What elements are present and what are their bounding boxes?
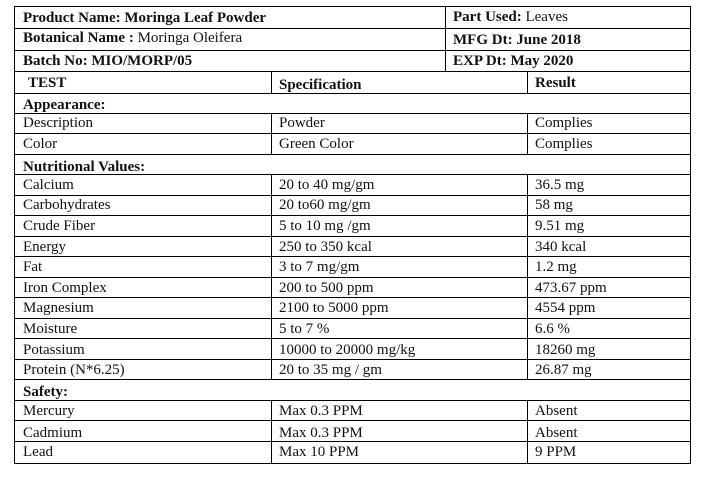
test-name: Carbohydrates bbox=[23, 197, 111, 213]
specification-value: 250 to 350 kcal bbox=[279, 239, 372, 255]
table-rule bbox=[14, 195, 691, 196]
certificate-of-analysis-table bbox=[14, 6, 691, 464]
column-header-specification: Specification bbox=[279, 77, 362, 93]
test-name: Cadmium bbox=[23, 425, 83, 441]
table-rule bbox=[445, 6, 446, 71]
result-value: 9.51 mg bbox=[535, 218, 585, 234]
part-used-value: Leaves bbox=[525, 9, 568, 25]
specification-value: 2100 to 5000 ppm bbox=[279, 300, 389, 316]
result-value: Complies bbox=[535, 115, 593, 131]
table-rule bbox=[527, 174, 528, 379]
table-rule bbox=[14, 379, 691, 380]
test-name: Energy bbox=[23, 239, 67, 255]
section-title-safety: Safety: bbox=[23, 384, 68, 400]
table-rule bbox=[14, 277, 691, 278]
specification-value: 20 to60 mg/gm bbox=[279, 197, 371, 213]
column-header-result: Result bbox=[535, 75, 576, 91]
botanical-name-value: Moringa Oleifera bbox=[137, 30, 243, 46]
botanical-name bbox=[23, 29, 242, 47]
result-value: 473.67 ppm bbox=[535, 280, 607, 296]
specification-value: 20 to 35 mg / gm bbox=[279, 362, 382, 378]
table-rule bbox=[271, 174, 272, 379]
result-value: 58 mg bbox=[535, 197, 573, 213]
table-rule bbox=[14, 236, 691, 237]
table-rule bbox=[14, 154, 691, 155]
table-rule bbox=[527, 113, 528, 154]
table-rule bbox=[14, 6, 691, 7]
column-header-test: TEST bbox=[28, 75, 67, 91]
table-rule bbox=[14, 338, 691, 339]
specification-value: Max 0.3 PPM bbox=[279, 403, 363, 419]
table-rule bbox=[14, 71, 691, 72]
table-rule bbox=[14, 93, 691, 94]
specification-value: 10000 to 20000 mg/kg bbox=[279, 342, 416, 358]
table-rule bbox=[690, 6, 691, 464]
specification-value: Green Color bbox=[279, 136, 354, 152]
test-name: Calcium bbox=[23, 177, 74, 193]
product-name: Product Name: Moringa Leaf Powder bbox=[23, 10, 267, 26]
result-value: 18260 mg bbox=[535, 342, 596, 358]
result-value: 26.87 mg bbox=[535, 362, 592, 378]
table-rule bbox=[14, 359, 691, 360]
table-rule bbox=[14, 215, 691, 216]
table-rule bbox=[14, 420, 691, 421]
exp-date: EXP Dt: May 2020 bbox=[453, 53, 574, 69]
table-rule bbox=[14, 113, 691, 114]
result-value: 9 PPM bbox=[535, 444, 577, 460]
table-rule bbox=[14, 133, 691, 134]
result-value: Complies bbox=[535, 136, 593, 152]
test-name: Color bbox=[23, 136, 58, 152]
result-value: Absent bbox=[535, 425, 578, 441]
table-rule bbox=[14, 441, 691, 442]
table-rule bbox=[14, 28, 691, 29]
test-name: Description bbox=[23, 115, 93, 131]
result-value: 6.6 % bbox=[535, 321, 570, 337]
table-rule bbox=[14, 6, 15, 464]
test-name: Iron Complex bbox=[23, 280, 107, 296]
table-rule bbox=[14, 400, 691, 401]
specification-value: 3 to 7 mg/gm bbox=[279, 259, 360, 275]
mfg-date: MFG Dt: June 2018 bbox=[453, 32, 581, 48]
table-rule bbox=[271, 113, 272, 154]
section-title-nutritional-values: Nutritional Values: bbox=[23, 159, 146, 175]
result-value: Absent bbox=[535, 403, 578, 419]
table-rule bbox=[14, 50, 691, 51]
result-value: 1.2 mg bbox=[535, 259, 577, 275]
table-rule bbox=[271, 71, 272, 93]
table-rule bbox=[14, 318, 691, 319]
specification-value: Max 10 PPM bbox=[279, 444, 360, 460]
table-rule bbox=[14, 256, 691, 257]
specification-value: 5 to 10 mg /gm bbox=[279, 218, 371, 234]
table-rule bbox=[14, 297, 691, 298]
specification-value: 5 to 7 % bbox=[279, 321, 330, 337]
test-name: Potassium bbox=[23, 342, 85, 358]
batch-number: Batch No: MIO/MORP/05 bbox=[23, 53, 193, 69]
specification-value: Powder bbox=[279, 115, 325, 131]
test-name: Mercury bbox=[23, 403, 75, 419]
test-name: Protein (N*6.25) bbox=[23, 362, 125, 378]
table-rule bbox=[527, 71, 528, 93]
result-value: 36.5 mg bbox=[535, 177, 585, 193]
specification-value: 20 to 40 mg/gm bbox=[279, 177, 375, 193]
part-used bbox=[453, 8, 568, 26]
test-name: Fat bbox=[23, 259, 43, 275]
test-name: Moisture bbox=[23, 321, 78, 337]
test-name: Crude Fiber bbox=[23, 218, 96, 234]
result-value: 340 kcal bbox=[535, 239, 587, 255]
table-rule bbox=[527, 400, 528, 463]
table-rule bbox=[14, 174, 691, 175]
specification-value: 200 to 500 ppm bbox=[279, 280, 374, 296]
botanical-name-label: Botanical Name : bbox=[23, 30, 134, 46]
specification-value: Max 0.3 PPM bbox=[279, 425, 363, 441]
test-name: Magnesium bbox=[23, 300, 94, 316]
section-title-appearance: Appearance: bbox=[23, 97, 106, 113]
part-used-label: Part Used: bbox=[453, 9, 522, 25]
table-rule bbox=[271, 400, 272, 463]
table-rule bbox=[14, 463, 691, 464]
result-value: 4554 ppm bbox=[535, 300, 596, 316]
test-name: Lead bbox=[23, 444, 53, 460]
